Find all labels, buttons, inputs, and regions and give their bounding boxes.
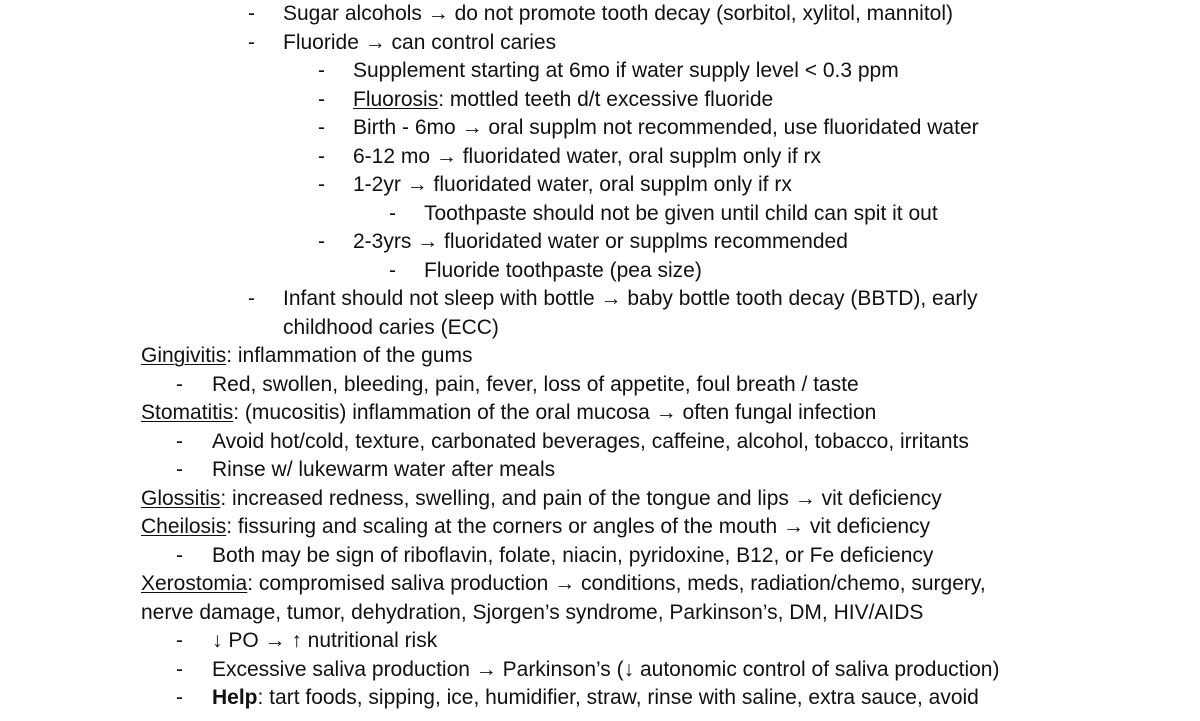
bullet-dash: - <box>389 201 396 225</box>
defined-term: Stomatitis <box>141 401 234 424</box>
bullet-dash: - <box>176 429 183 453</box>
bullet-dash: - <box>318 144 325 168</box>
bullet-dash: - <box>318 173 325 196</box>
text-segment: : increased redness, swelling, and pain of the tongue and lips → vit deficiency <box>220 486 942 510</box>
bullet-dash: - <box>248 287 255 310</box>
bullet-dash: - <box>176 543 183 567</box>
line-text <box>141 570 986 598</box>
text-segment: Supplement starting at 6mo if water supply level < 0.3 ppm <box>353 59 899 82</box>
defined-term: Glossitis <box>141 486 221 510</box>
defined-term: Cheilosis <box>141 515 227 538</box>
text-segment: Both may be sign of riboflavin, folate, niacin, pyridoxine, B12, or Fe deficiency <box>212 543 934 567</box>
bullet-dash: - <box>176 372 183 396</box>
text-segment: 1-2yr → fluoridated water, oral supplm only if rx <box>353 173 792 196</box>
bullet-dash: - <box>176 686 183 709</box>
text-segment: 2-3yrs → fluoridated water or supplms recommended <box>353 230 848 253</box>
line-text <box>212 656 999 684</box>
line-text <box>212 371 859 399</box>
text-segment: : (mucositis) inflammation of the oral mucosa → often fungal infection <box>233 401 877 424</box>
bullet-dash: - <box>318 116 325 139</box>
line-text <box>141 342 472 370</box>
text-segment: childhood caries (ECC) <box>283 315 499 339</box>
line-text <box>353 228 848 256</box>
text-segment: Rinse w/ lukewarm water after meals <box>212 458 556 481</box>
line-text <box>283 29 556 57</box>
text-segment: Fluoride → can control caries <box>283 30 557 54</box>
text-segment: : compromised saliva production → conditions, meds, radiation/chemo, surgery, <box>247 572 986 595</box>
line-text <box>212 542 933 570</box>
text-segment: : tart foods, sipping, ice, humidifier, straw, rinse with saline, extra sauce, avoid <box>257 686 979 709</box>
bullet-dash: - <box>176 629 183 652</box>
line-text <box>141 485 942 513</box>
defined-term: Xerostomia <box>141 572 248 595</box>
text-segment: Sugar alcohols → do not promote tooth decay (sorbitol, xylitol, mannitol) <box>283 2 954 25</box>
line-text <box>141 399 876 427</box>
text-segment: Red, swollen, bleeding, pain, fever, loss of appetite, foul breath / taste <box>212 372 859 396</box>
text-segment: nerve damage, tumor, dehydration, Sjorgen’s syndrome, Parkinson’s, DM, HIV/AIDS <box>141 600 924 624</box>
bullet-dash: - <box>318 59 325 82</box>
defined-term: Fluorosis <box>353 87 439 111</box>
line-text <box>353 57 899 85</box>
text-segment: 6-12 mo → fluoridated water, oral supplm only if rx <box>353 144 822 168</box>
bullet-dash: - <box>389 258 396 282</box>
bullet-dash: - <box>248 30 255 54</box>
line-text <box>353 143 821 171</box>
text-segment: Birth - 6mo → oral supplm not recommended, use fluoridated water <box>353 116 979 139</box>
text-segment: : mottled teeth d/t excessive fluoride <box>438 87 774 111</box>
text-segment: Avoid hot/cold, texture, carbonated beverages, caffeine, alcohol, tobacco, irritants <box>212 429 969 453</box>
bullet-dash: - <box>176 657 183 681</box>
text-segment: Excessive saliva production → Parkinson’s (↓ autonomic control of saliva production) <box>212 657 1000 681</box>
bullet-dash: - <box>248 2 255 25</box>
line-text <box>212 627 437 655</box>
text-segment: ↓ PO → ↑ nutritional risk <box>212 629 438 652</box>
line-text <box>212 428 969 456</box>
line-text <box>141 513 930 541</box>
line-text <box>353 86 773 114</box>
bold-label: Help <box>212 686 258 709</box>
line-text <box>283 0 953 28</box>
bullet-dash: - <box>318 230 325 253</box>
text-segment: Infant should not sleep with bottle → baby bottle tooth decay (BBTD), early <box>283 287 978 310</box>
text-segment: Toothpaste should not be given until child can spit it out <box>424 201 938 225</box>
text-segment: Fluoride toothpaste (pea size) <box>424 258 702 282</box>
line-text <box>424 200 938 228</box>
line-text <box>353 114 979 142</box>
text-segment: : fissuring and scaling at the corners or angles of the mouth → vit deficiency <box>226 515 931 538</box>
bullet-dash: - <box>176 458 183 481</box>
text-segment: : inflammation of the gums <box>226 344 473 367</box>
line-text <box>212 456 555 484</box>
line-text <box>212 684 979 712</box>
line-text <box>424 257 702 285</box>
line-text <box>353 171 792 199</box>
bullet-dash: - <box>318 87 325 111</box>
defined-term: Gingivitis <box>141 344 227 367</box>
line-text <box>283 314 499 342</box>
line-text <box>141 599 923 627</box>
line-text <box>283 285 978 313</box>
